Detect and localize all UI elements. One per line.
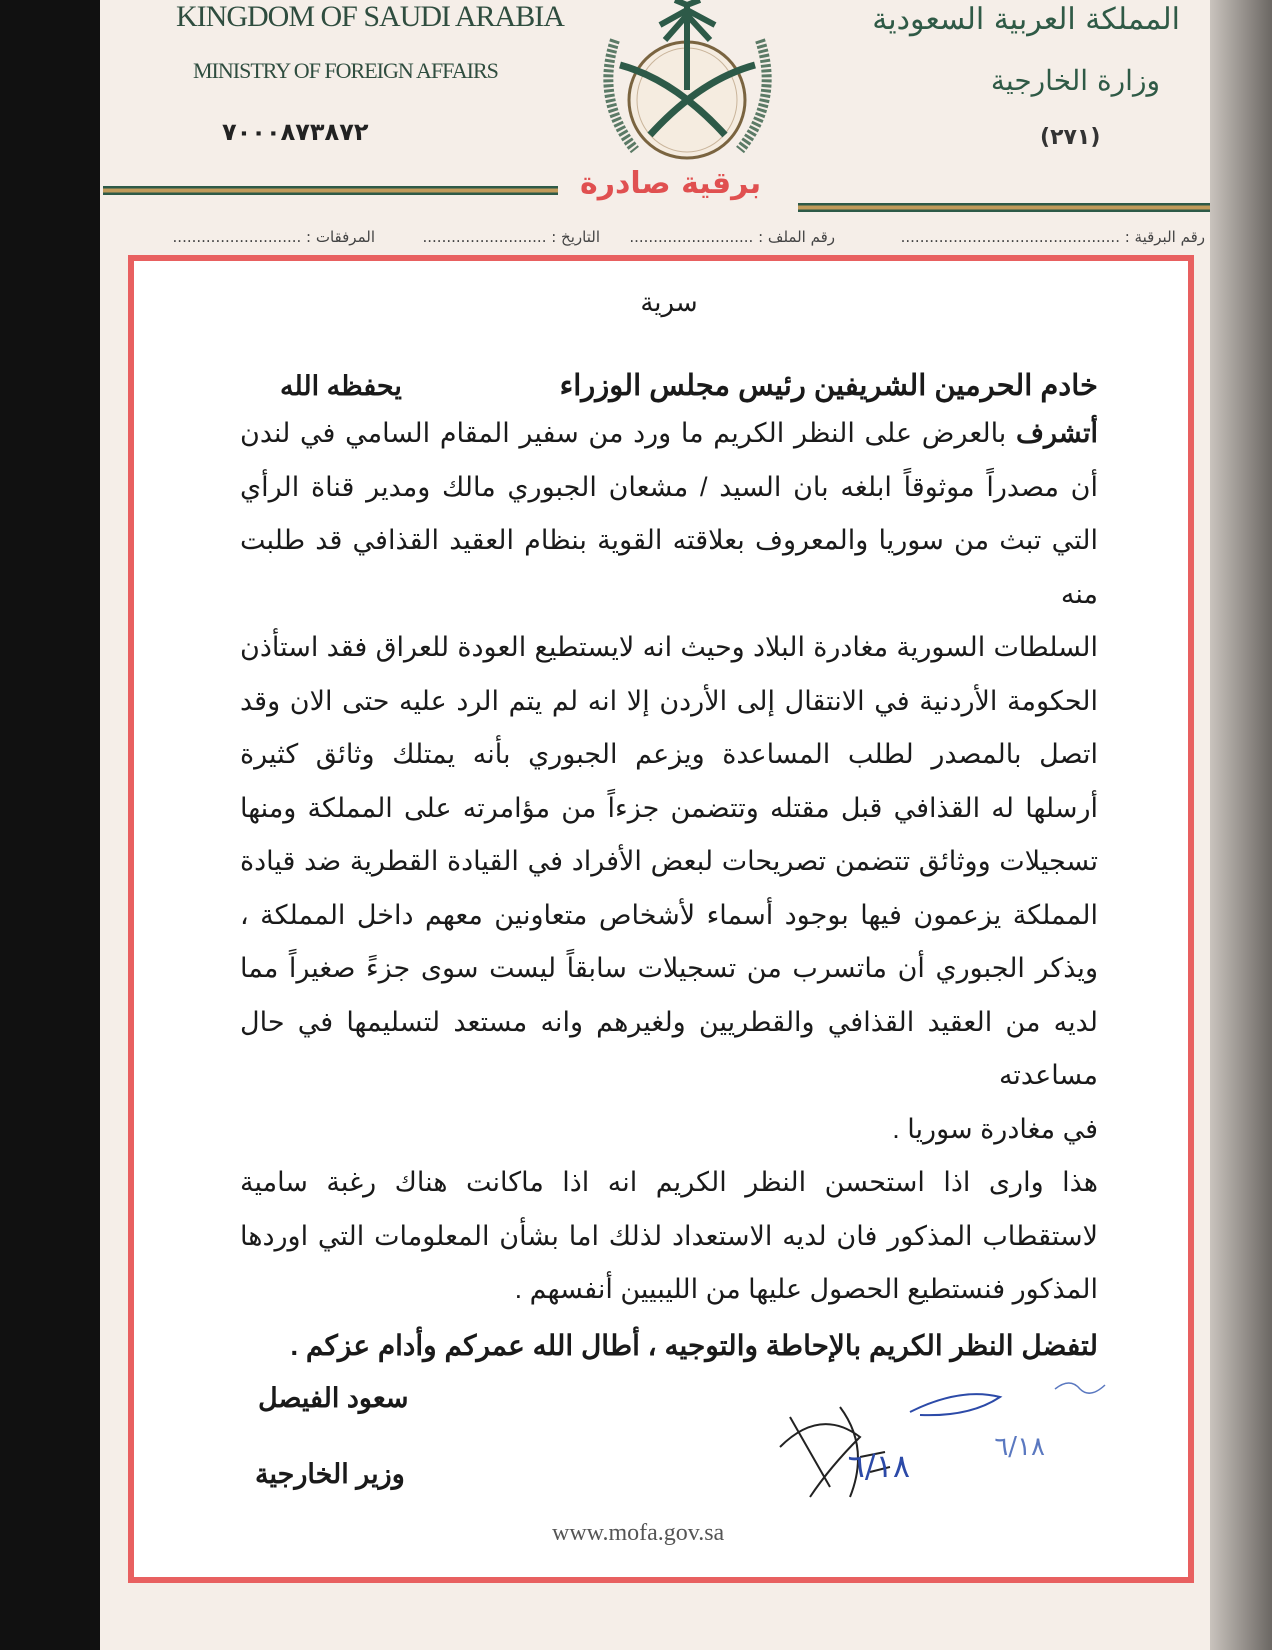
body-line: بالعرض على النظر الكريم ما ورد من سفير المقام السامي في لندن — [240, 418, 1016, 448]
classification: سرية — [640, 287, 698, 317]
body-line: السلطات السورية مغادرة البلاد وحيث انه لايستطيع العودة للعراق فقد استأذن — [240, 632, 1098, 662]
body-line: لاستقطاب المذكور فان لديه الاستعداد لذلك اما بشأن المعلومات التي اوردها — [240, 1220, 1098, 1251]
form-title: برقية صادرة — [580, 166, 762, 201]
date-field: التاريخ : .......................... — [422, 228, 600, 246]
handwritten-signatures — [770, 1377, 1130, 1517]
form-number: (٢٧١) — [1040, 125, 1101, 150]
body-line: أن مصدراً موثوقاً ابلغه بان السيد / مشعان الجبوري مالك ومدير قناة الرأي — [240, 471, 1098, 502]
handwritten-date: ٦/١٨ — [994, 1431, 1045, 1462]
telegram-no-field: رقم البرقية : .............................................. — [900, 228, 1205, 246]
signatory-title: وزير الخارجية — [255, 1458, 405, 1489]
saudi-emblem — [585, 0, 790, 165]
addressee: خادم الحرمين الشريفين رئيس مجلس الوزراء — [559, 370, 1098, 402]
blessing: يحفظه الله — [280, 371, 402, 401]
body-line: لديه من العقيد القذافي والقطريين ولغيرهم وانه مستعد لتسليمها في حال مساعدته — [240, 1006, 1098, 1090]
ar-kingdom: المملكة العربية السعودية — [872, 2, 1180, 37]
signatory-name: سعود الفيصل — [258, 1382, 409, 1413]
file-no-field: رقم الملف : .......................... — [629, 228, 835, 246]
body-line: اتصل بالمصدر لطلب المساعدة ويزعم الجبوري بأنه يمتلك وثائق كثيرة — [240, 739, 1098, 769]
header-stripe-right — [798, 203, 1210, 212]
body-line: الحكومة الأردنية في الانتقال إلى الأردن إلا انه لم يتم الرد عليه حتى الان وقد — [240, 685, 1098, 716]
en-ministry: MINISTRY OF FOREIGN AFFAIRS — [193, 58, 498, 83]
closing-line: لتفضل النظر الكريم بالإحاطة والتوجيه ، أطال الله عمركم وأدام عزكم . — [290, 1329, 1098, 1361]
body-line: التي تبث من سوريا والمعروف بعلاقته القوية بنظام العقيد القذافي قد طلبت منه — [240, 525, 1098, 609]
letter-body — [240, 407, 1098, 1317]
handwritten-date: ٦/١٨ — [847, 1446, 910, 1485]
body-line: المملكة يزعمون فيها بوجود أسماء لأشخاص متعاونين معهم داخل المملكة ، — [240, 899, 1098, 930]
scan-edge — [1210, 0, 1272, 1650]
attachments-field: المرفقات : ........................... — [172, 228, 375, 246]
header-stripe-left — [103, 186, 558, 195]
footer-url: www.mofa.gov.sa — [552, 1520, 725, 1546]
address-row — [240, 368, 1098, 403]
en-kingdom: KINGDOM OF SAUDI ARABIA — [176, 0, 564, 33]
body-line: تسجيلات ووثائق تتضمن تصريحات لبعض الأفراد في القيادة القطرية ضد قيادة — [240, 846, 1098, 876]
ar-ministry: وزارة الخارجية — [990, 64, 1160, 97]
letter-frame — [128, 255, 1194, 1583]
body-line: هذا وارى اذا استحسن النظر الكريم انه اذا ماكانت هناك رغبة سامية — [240, 1167, 1098, 1197]
opening-word: أتشرف — [1016, 418, 1098, 448]
phone-number: ٧٠٠٠٨٧٣٨٧٢ — [222, 118, 369, 146]
body-line: أرسلها له القذافي قبل مقتله وتتضمن جزءاً من مؤامرته على المملكة ومنها — [240, 792, 1098, 823]
body-line: ويذكر الجبوري أن ماتسرب من تسجيلات سابقاً ليست سوى جزءً صغيراً مما — [240, 953, 1098, 983]
body-line: في مغادرة سوريا . — [892, 1113, 1098, 1144]
body-line: المذكور فنستطيع الحصول عليها من الليبيين أنفسهم . — [514, 1274, 1098, 1304]
